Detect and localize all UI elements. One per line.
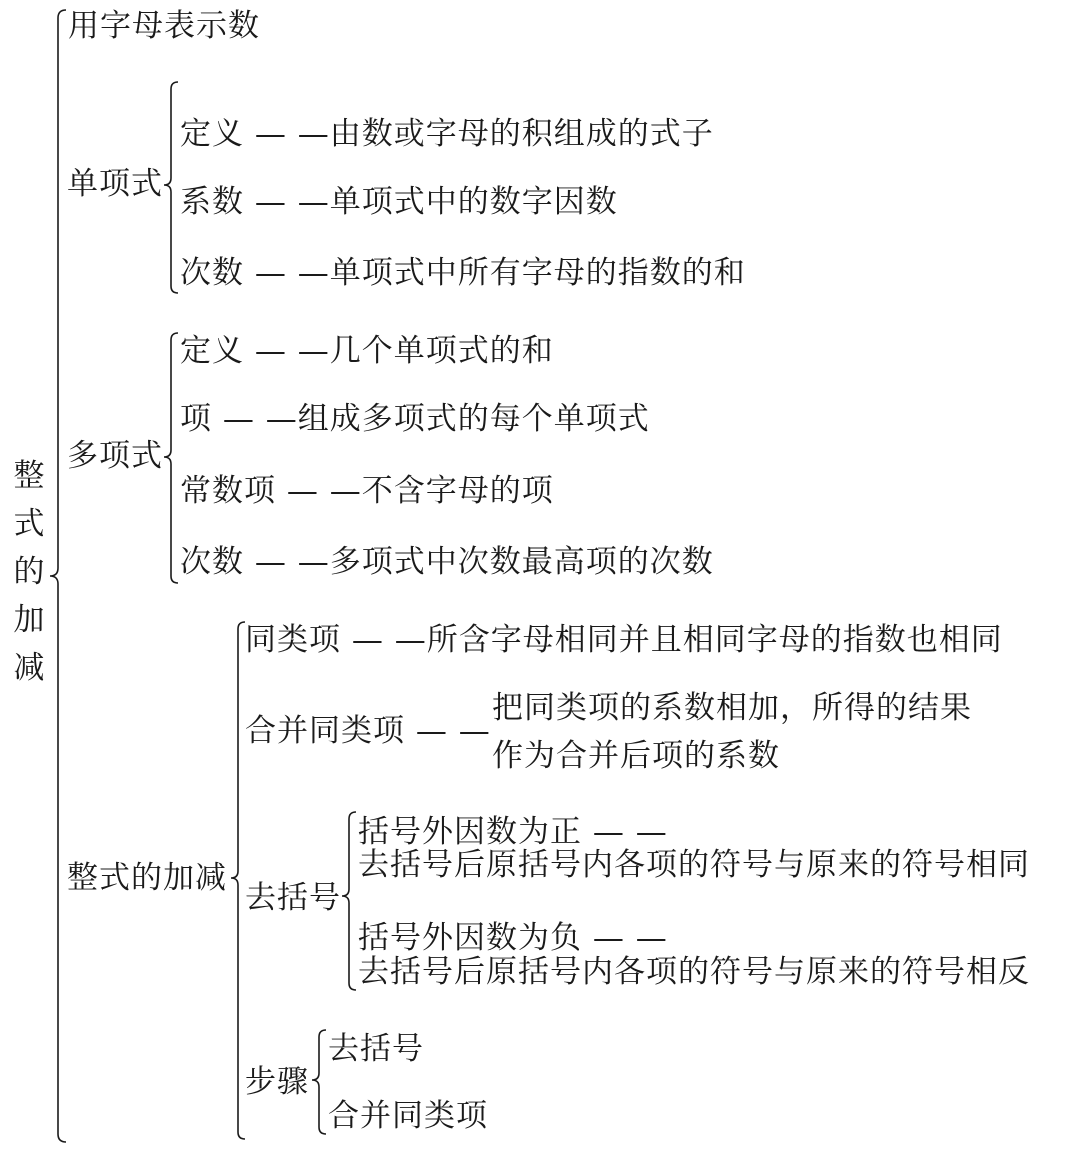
root-brace	[50, 10, 66, 1142]
monomial-coefficient: 系数 — —单项式中的数字因数	[180, 184, 618, 220]
combine-like-terms-line1: 把同类项的系数相加，所得的结果	[492, 690, 972, 726]
negative-factor-line2: 去括号后原括号内各项的符号与原来的符号相反	[358, 954, 1030, 990]
negative-factor-line1: 括号外因数为负 — —	[358, 920, 668, 956]
root-title: 整式的加减	[13, 458, 45, 686]
polynomial-brace	[164, 333, 178, 583]
remove-brackets-label: 去括号	[245, 880, 341, 916]
monomial-definition: 定义 — —由数或字母的积组成的式子	[180, 116, 714, 152]
like-terms: 同类项 — —所含字母相同并且相同字母的指数也相同	[245, 622, 1003, 658]
polynomial-constant-term: 常数项 — —不含字母的项	[180, 473, 554, 509]
item-letters-represent-numbers: 用字母表示数	[68, 8, 260, 44]
steps-label: 步骤	[245, 1064, 309, 1100]
polynomial-label: 多项式	[67, 438, 163, 474]
polynomial-degree: 次数 — —多项式中次数最高项的次数	[180, 544, 714, 580]
step-combine-like-terms: 合并同类项	[328, 1098, 488, 1134]
polynomial-definition: 定义 — —几个单项式的和	[180, 333, 554, 369]
add-subtract-label: 整式的加减	[67, 860, 227, 896]
monomial-brace	[164, 82, 178, 293]
add-subtract-brace	[231, 622, 245, 1139]
combine-like-terms-line2: 作为合并后项的系数	[492, 738, 780, 774]
monomial-degree: 次数 — —单项式中所有字母的指数的和	[180, 255, 746, 291]
polynomial-term: 项 — —组成多项式的每个单项式	[180, 401, 650, 437]
step-remove-brackets: 去括号	[328, 1031, 424, 1067]
remove-brackets-brace	[342, 812, 356, 990]
combine-like-terms-label: 合并同类项 — —	[245, 713, 491, 749]
monomial-label: 单项式	[67, 166, 163, 202]
positive-factor-line2: 去括号后原括号内各项的符号与原来的符号相同	[358, 847, 1030, 883]
positive-factor-line1: 括号外因数为正 — —	[358, 814, 668, 850]
steps-brace	[312, 1030, 326, 1134]
